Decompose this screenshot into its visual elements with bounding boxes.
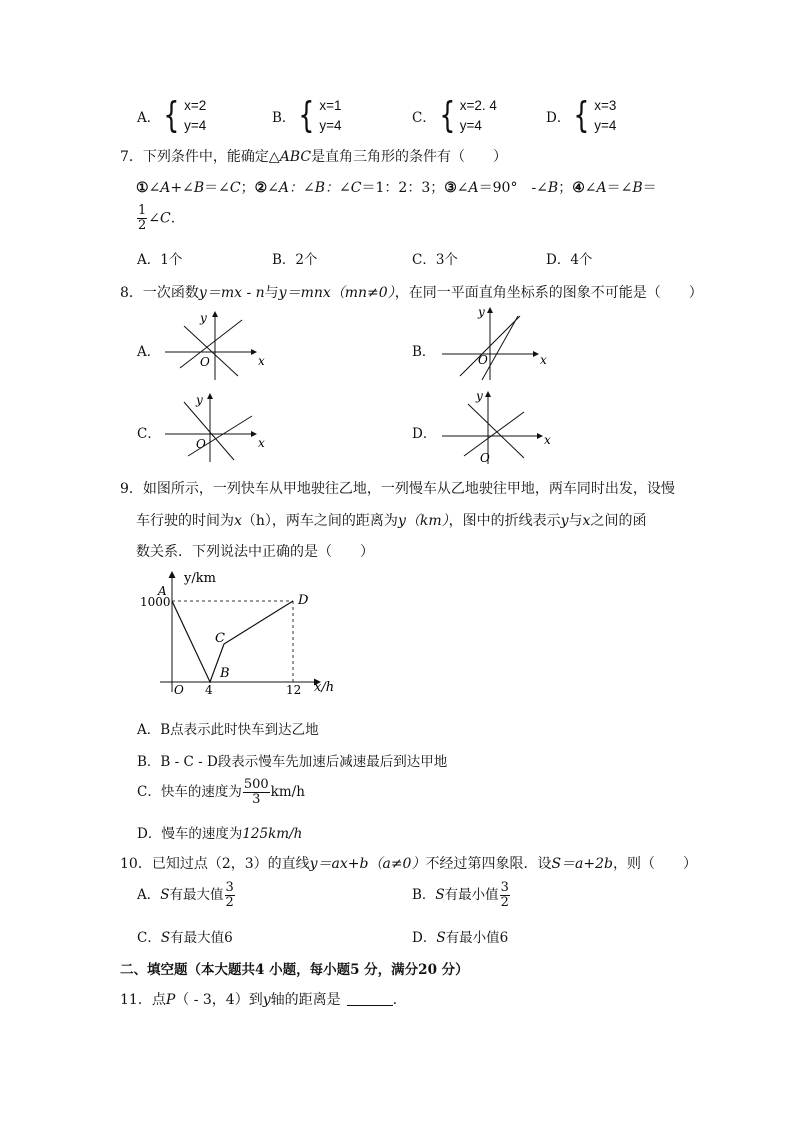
eq-x: x=3	[594, 98, 617, 113]
brace-icon: {	[573, 95, 590, 136]
q9-distance-time-graph	[138, 566, 348, 698]
frac-num: 3	[500, 880, 509, 895]
q8-condition: （mn≠0）	[330, 285, 395, 301]
q9-option-c[interactable]	[137, 778, 305, 807]
q9-stem-line-1: 9．如图所示，一列快车从甲地驶往乙地，一列慢车从乙地驶往甲地，两车同时出发，设慢	[120, 481, 675, 497]
q9-var-y: y	[397, 513, 406, 529]
q6-option-b[interactable]	[272, 96, 341, 136]
c1-eq: ＝	[204, 180, 219, 196]
q8-function-1: y＝mx - n	[198, 285, 265, 301]
axis-x-label: x	[258, 354, 265, 368]
condition-3-number: ③	[444, 180, 457, 196]
q8-pre: 8．一次函数	[120, 285, 199, 301]
q8-option-a-label[interactable]: A．	[137, 344, 161, 360]
line-1	[180, 320, 242, 368]
q7-option-d[interactable]: D．4个	[546, 252, 593, 268]
brace-icon: {	[298, 95, 315, 136]
c1-angle-b: ∠B	[182, 180, 205, 196]
fraction-3-2	[500, 881, 510, 910]
q8-graph-a[interactable]	[160, 308, 270, 384]
eq-x: x=2. 4	[459, 98, 497, 113]
q8-option-b-label[interactable]: B．	[412, 344, 436, 360]
origin-label: O	[196, 437, 206, 451]
sep: ；	[240, 180, 255, 196]
eq-x: x=2	[184, 98, 207, 113]
axis-y-label: y	[476, 389, 483, 403]
q8-option-d-label[interactable]: D．	[412, 426, 437, 442]
axis-y-label: y	[478, 305, 485, 319]
frac-den: 2	[500, 895, 509, 910]
q10-post: ，则（ ）	[613, 856, 698, 872]
c1-angle-a: ∠A	[148, 180, 171, 196]
q10-option-a[interactable]	[137, 881, 236, 910]
axis-x-label: x	[544, 433, 551, 447]
brace-icon: {	[439, 95, 456, 136]
q6-option-d[interactable]	[546, 96, 616, 136]
frac-num: 1	[138, 203, 147, 218]
axis-y-label: y	[196, 393, 203, 407]
q10-option-b[interactable]	[412, 881, 511, 910]
q11-coords: （ - 3，4）到	[175, 992, 263, 1008]
q7-stem-pre: 7．下列条件中，能确定△	[120, 149, 280, 165]
q9-stem-line-3: 数关系．下列说法中正确的是（ ）	[136, 544, 374, 560]
origin-label: O	[478, 353, 488, 367]
c4-angle-b: ∠B	[620, 180, 643, 196]
axis-y-label: y	[200, 311, 207, 325]
c2-ratio: ＝1：2：3	[361, 180, 431, 196]
q7-option-a[interactable]: A．1个	[137, 252, 183, 268]
sep: ；	[430, 180, 445, 196]
q8-graph-d[interactable]	[438, 386, 556, 466]
line-1	[184, 402, 234, 460]
point-d-label: D	[298, 593, 309, 608]
option-text: 有最小值	[444, 887, 499, 903]
q10-function: y＝ax+b	[309, 856, 369, 872]
frac-num: 500	[243, 777, 269, 792]
var-s: S	[160, 930, 171, 946]
option-text: 有最大值	[169, 887, 224, 903]
eq-y: y=4	[594, 118, 617, 133]
c4-end: .	[170, 210, 176, 227]
option-letter: B．	[272, 110, 296, 126]
q7-stem-post: 是直角三角形的条件有（ ）	[311, 149, 508, 165]
q9-l2-end: 之间的函	[590, 513, 647, 529]
frac-num: 3	[225, 880, 234, 895]
c3-angle-a: ∠A	[456, 180, 479, 196]
q10-condition: （a≠0）	[368, 856, 426, 872]
option-letter: B．	[412, 887, 436, 903]
q8-graph-b[interactable]	[438, 302, 556, 382]
option-letter: D．	[412, 930, 437, 946]
condition-2-number: ②	[254, 180, 268, 196]
sep: ；	[558, 180, 573, 196]
q9-l2-post: ，图中的折线表示	[448, 513, 561, 529]
point-b-label: B	[220, 666, 230, 681]
q9-l2-and: 与	[568, 513, 583, 529]
q9-l2-km: （km）	[405, 513, 449, 529]
q9-stem-line-2	[136, 510, 646, 530]
axis-x-label: x	[540, 353, 547, 367]
option-letter: C．	[412, 110, 436, 126]
c1-plus: +	[170, 180, 183, 196]
q9-l2-h: （h），两车之间的距离为	[241, 513, 398, 529]
line-2	[184, 326, 238, 376]
q9-var-x: x	[234, 513, 242, 529]
eq-y: y=4	[184, 118, 207, 133]
point-a-label: A	[158, 584, 167, 598]
q11-end: .	[392, 992, 398, 1008]
frac-den: 2	[138, 218, 147, 233]
q7-conditions	[136, 177, 657, 197]
var-s: S	[160, 887, 170, 903]
q8-post: ，在同一平面直角坐标系的图象不可能是（ ）	[394, 285, 703, 301]
option-letter: C．	[137, 930, 161, 946]
origin-label: O	[174, 683, 184, 697]
q10-option-c[interactable]	[137, 926, 233, 946]
q7-triangle-name: ABC	[279, 149, 312, 165]
c4-angle-a: ∠A	[584, 180, 607, 196]
eq-y: y=4	[459, 118, 482, 133]
q9-c-pre: C．快车的速度为	[137, 784, 242, 800]
fraction-one-half	[137, 204, 147, 233]
q8-mid: 与	[264, 285, 279, 301]
frac-den: 3	[252, 792, 261, 807]
q10-mid: 不经过第四象限．设	[425, 856, 552, 872]
option-text: 有最小值6	[445, 930, 509, 946]
q9-d-pre: D．慢车的速度为	[137, 826, 243, 842]
q7-option-b[interactable]: B．2个	[272, 252, 318, 268]
q10-s-def: S＝a+2b	[551, 856, 614, 872]
frac-den: 2	[225, 895, 234, 910]
c3-angle-b: ∠B	[536, 180, 559, 196]
eq-x: x=1	[319, 98, 342, 113]
q9-var-y2: y	[560, 513, 569, 529]
q9-option-b[interactable]: B．B - C - D段表示慢车先加速后减速最后到达甲地	[137, 754, 448, 770]
q8-stem	[120, 282, 703, 302]
c4-angle-c: ∠C	[148, 210, 171, 227]
q9-var-x2: x	[582, 513, 591, 529]
option-text: 有最大值6	[170, 930, 233, 946]
section-2-heading: 二、填空题（本大题共4 小题，每小题5 分，满分20 分）	[120, 962, 469, 978]
q10-pre: 10．已知过点（2，3）的直线	[120, 856, 310, 872]
answer-blank[interactable]	[347, 1005, 393, 1006]
c2-angles: ∠A：∠B：∠C	[267, 180, 362, 196]
q11-pre: 11．点	[120, 992, 166, 1008]
x-tick-4: 4	[205, 683, 213, 697]
q9-option-a[interactable]: A．B点表示此时快车到达乙地	[137, 722, 319, 738]
q6-option-a[interactable]	[137, 96, 206, 136]
c3-eq: ＝90° -	[478, 180, 537, 196]
q7-condition-4-cont	[136, 204, 175, 233]
option-letter: A．	[137, 110, 161, 126]
c1-angle-c: ∠C	[218, 180, 241, 196]
condition-4-number: ④	[572, 180, 585, 196]
q9-l2-pre: 车行驶的时间为	[136, 513, 234, 529]
q11-stem	[120, 989, 397, 1009]
var-s: S	[436, 930, 446, 946]
q9-option-d[interactable]	[137, 822, 302, 842]
x-tick-12: 12	[286, 683, 302, 697]
origin-label: O	[200, 355, 210, 369]
q11-point-p: P	[165, 992, 176, 1008]
q10-option-d[interactable]	[412, 926, 508, 946]
q8-function-2: y＝mnx	[278, 285, 331, 301]
eq-y: y=4	[319, 118, 342, 133]
point-c-label: C	[215, 631, 225, 646]
q9-d-val: 125km/h	[242, 826, 303, 842]
origin-label: O	[480, 451, 490, 465]
x-axis-label: x/h	[314, 680, 335, 695]
y-tick-1000: 1000	[140, 595, 171, 609]
q10-stem	[120, 853, 697, 873]
var-s: S	[435, 887, 445, 903]
c4-eq2: ＝	[642, 180, 657, 196]
c4-eq: ＝	[606, 180, 621, 196]
q11-var-y: y	[262, 992, 271, 1008]
q9-c-unit: km/h	[270, 784, 305, 800]
option-letter: A．	[137, 887, 161, 903]
fraction-3-2	[225, 881, 235, 910]
y-axis-label: y/km	[184, 571, 216, 586]
q7-option-c[interactable]: C．3个	[412, 252, 458, 268]
axis-x-label: x	[258, 436, 265, 450]
q7-stem	[120, 146, 507, 166]
q11-post: 轴的距离是	[270, 992, 341, 1008]
line-2	[468, 404, 524, 458]
q8-graph-c[interactable]	[160, 390, 270, 466]
q6-option-c[interactable]	[412, 96, 497, 136]
q8-option-c-label[interactable]: C．	[137, 426, 161, 442]
fraction-500-3	[243, 778, 270, 807]
brace-icon: {	[163, 95, 180, 136]
option-letter: D．	[546, 110, 571, 126]
condition-1-number: ①	[136, 180, 149, 196]
distance-polyline	[172, 601, 293, 682]
